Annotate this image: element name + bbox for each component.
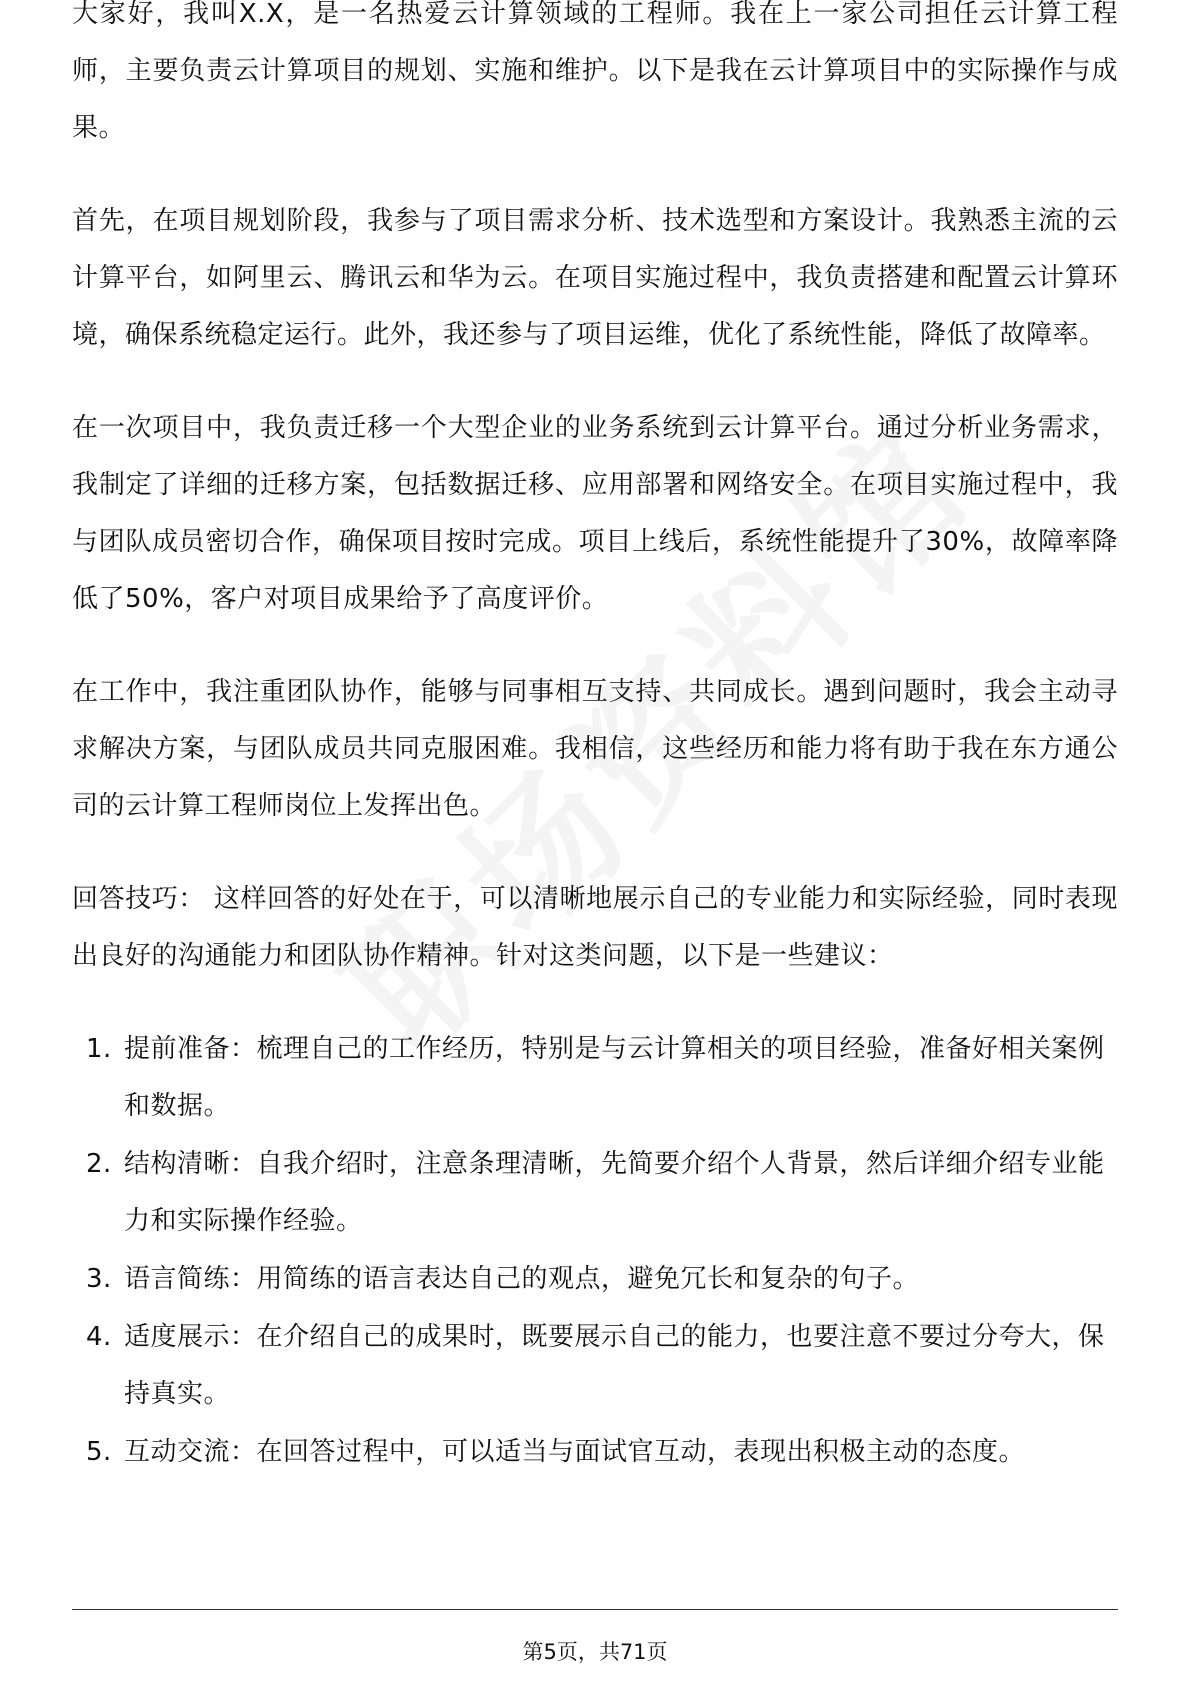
list-item [72,1021,1118,1135]
paragraph-teamwork: 在工作中，我注重团队协作，能够与同事相互支持、共同成长。遇到问题时，我会主动寻求解决方案，与团队成员共同克服困难。我相信，这些经历和能力将有助于我在东方通公司的云计算工程师岗位上发挥出色。 [72,677,1118,821]
paragraph-answer-tips: 回答技巧： 这样回答的好处在于，可以清晰地展示自己的专业能力和实际经验，同时表现出良好的沟通能力和团队协作精神。针对这类问题，以下是一些建议： [72,884,1118,971]
page-content [72,0,1118,1482]
list-item [72,1309,1118,1423]
list-item-text: 提前准备：梳理自己的工作经历，特别是与云计算相关的项目经验，准备好相关案例和数据。 [124,1034,1105,1121]
paragraph-migration-project: 在一次项目中，我负责迁移一个大型企业的业务系统到云计算平台。通过分析业务需求，我制定了详细的迁移方案，包括数据迁移、应用部署和网络安全。在项目实施过程中，我与团队成员密切合作，确保项目按时完成。项目上线后，系统性能提升了30%，故障率降低了50%，客户对项目成果给予了高度评价。 [72,413,1118,614]
footer-divider [72,1609,1118,1610]
list-item-number: 5. [86,1437,112,1467]
list-item [72,1251,1118,1308]
list-item-number: 1. [86,1034,112,1064]
list-item-number: 4. [86,1322,112,1352]
list-item [72,1424,1118,1481]
list-item-number: 2. [86,1149,112,1179]
intro-paragraph: 大家好，我叫X.X，是一名热爱云计算领域的工程师。我在上一家公司担任云计算工程师，主要负责云计算项目的规划、实施和维护。以下是我在云计算项目中的实际操作与成果。 [72,0,1118,143]
list-item-text: 结构清晰：自我介绍时，注意条理清晰，先简要介绍个人背景，然后详细介绍专业能力和实际操作经验。 [124,1149,1105,1236]
tips-list [72,1021,1118,1481]
list-item-text: 适度展示：在介绍自己的成果时，既要展示自己的能力，也要注意不要过分夸大，保持真实。 [124,1322,1105,1409]
list-item-number: 3. [86,1264,112,1294]
page-number: 第5页，共71页 [522,1640,668,1664]
list-item-text: 语言简练：用简练的语言表达自己的观点，避免冗长和复杂的句子。 [124,1264,920,1294]
list-item-text: 互动交流：在回答过程中，可以适当与面试官互动，表现出积极主动的态度。 [124,1437,1026,1467]
paragraph-planning: 首先，在项目规划阶段，我参与了项目需求分析、技术选型和方案设计。我熟悉主流的云计算平台，如阿里云、腾讯云和华为云。在项目实施过程中，我负责搭建和配置云计算环境，确保系统稳定运行。此外，我还参与了项目运维，优化了系统性能，降低了故障率。 [72,206,1118,350]
list-item [72,1136,1118,1250]
